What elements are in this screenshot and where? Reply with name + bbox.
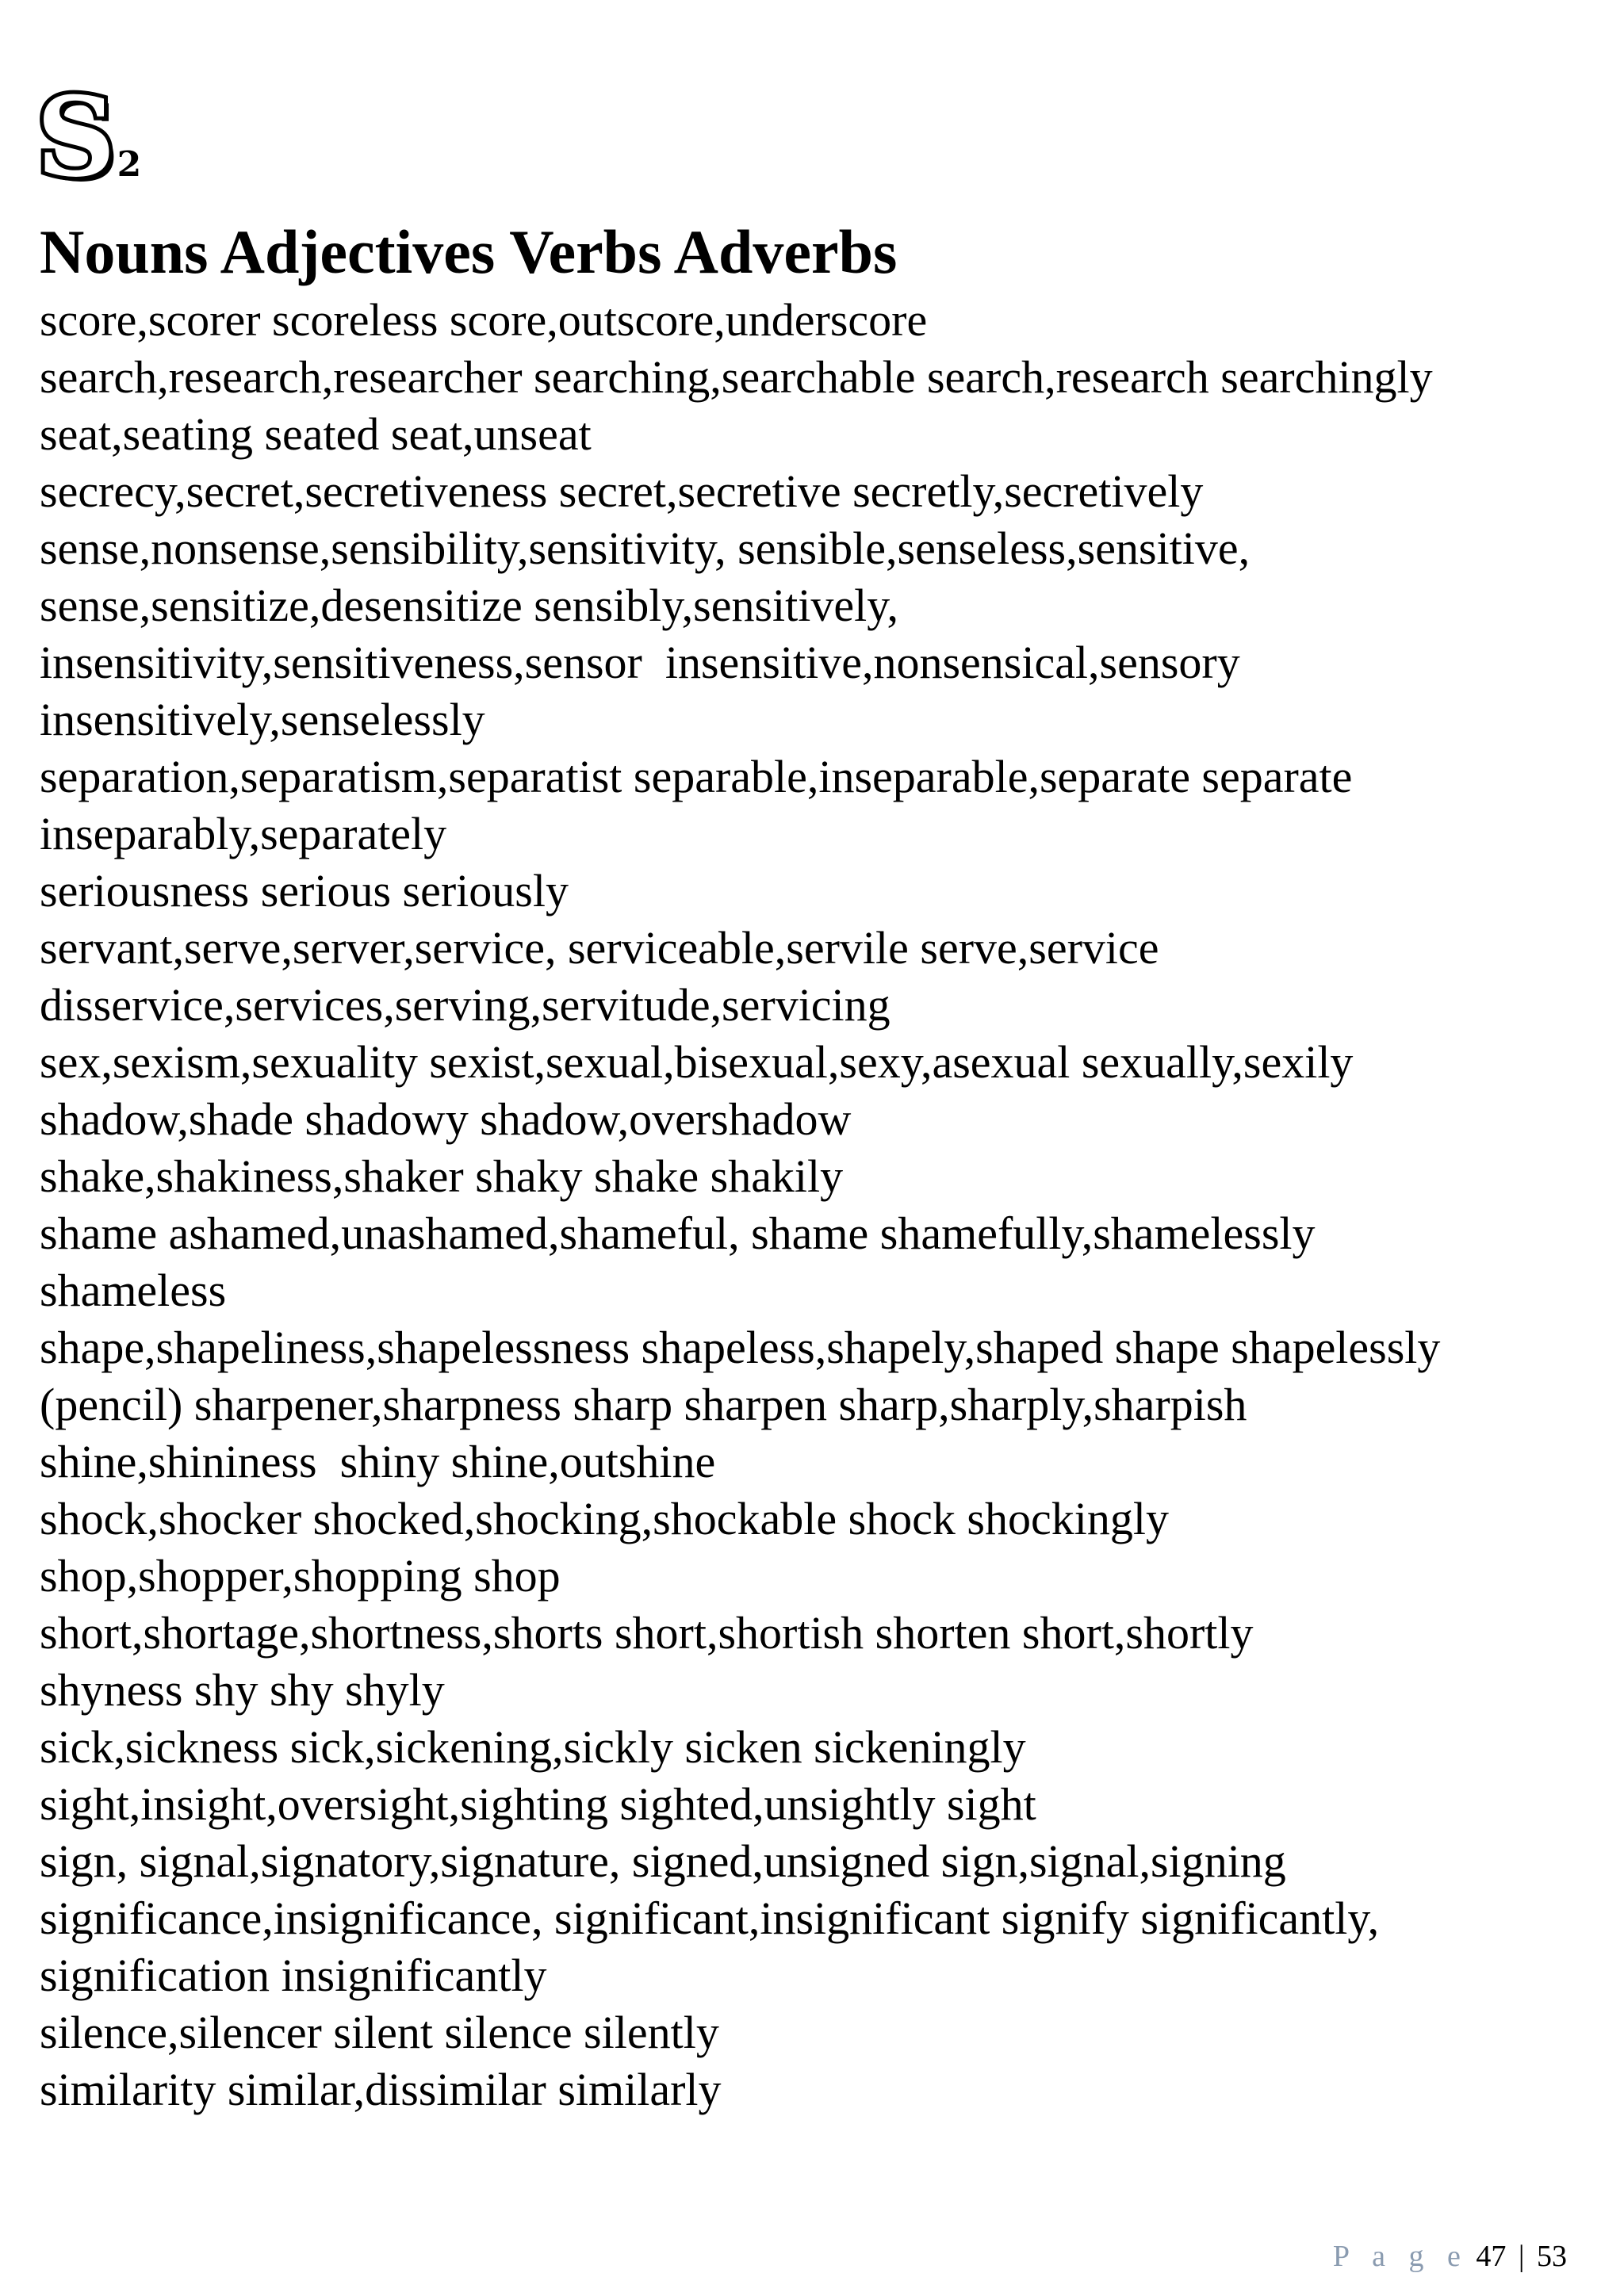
list-item: servant,serve,server,service, serviceable,servile serve,service bbox=[40, 922, 1159, 974]
list-item: shape,shapeliness,shapelessness shapeless,shapely,shaped shape shapelessly bbox=[40, 1322, 1441, 1373]
list-item: sign, signal,signatory,signature, signed,unsigned sign,signal,signing bbox=[40, 1835, 1286, 1887]
list-item: seat,seating seated seat,unseat bbox=[40, 408, 592, 460]
list-item: sense,sensitize,desensitize sensibly,sensitively, bbox=[40, 580, 898, 631]
section-letter-subscript: 2 bbox=[117, 144, 142, 185]
page-number: 47 bbox=[1476, 2240, 1507, 2273]
list-item: (pencil) sharpener,sharpness sharp sharpen sharp,sharply,sharpish bbox=[40, 1379, 1247, 1430]
page-separator: | bbox=[1518, 2240, 1525, 2273]
list-item: insensitively,senselessly bbox=[40, 694, 485, 745]
list-item: shock,shocker shocked,shocking,shockable shock shockingly bbox=[40, 1493, 1169, 1544]
list-item: similarity similar,dissimilar similarly bbox=[40, 2064, 722, 2115]
list-item: disservice,services,serving,servitude,servicing bbox=[40, 979, 891, 1031]
word-family-list bbox=[40, 292, 1440, 2118]
list-item: score,scorer scoreless score,outscore,underscore bbox=[40, 294, 928, 346]
list-item: search,research,researcher searching,searchable search,research searchingly bbox=[40, 351, 1433, 403]
list-item: separation,separatism,separatist separable,inseparable,separate separate bbox=[40, 751, 1353, 802]
list-item: short,shortage,shortness,shorts short,shortish shorten short,shortly bbox=[40, 1607, 1254, 1659]
list-item: inseparably,separately bbox=[40, 808, 447, 859]
page-footer bbox=[1333, 2239, 1567, 2274]
section-letter: S bbox=[36, 72, 116, 201]
list-item: shake,shakiness,shaker shaky shake shakily bbox=[40, 1150, 844, 1202]
list-item: shine,shininess shiny shine,outshine bbox=[40, 1436, 716, 1487]
page-total: 53 bbox=[1537, 2240, 1567, 2273]
list-item: significance,insignificance, significant,insignificant signify significantly, bbox=[40, 1892, 1380, 1944]
list-item: shop,shopper,shopping shop bbox=[40, 1550, 561, 1601]
list-item: sex,sexism,sexuality sexist,sexual,bisexual,sexy,asexual sexually,sexily bbox=[40, 1036, 1354, 1088]
list-item: sick,sickness sick,sickening,sickly sicken sickeningly bbox=[40, 1721, 1026, 1773]
list-item: signification insignificantly bbox=[40, 1950, 547, 2001]
page-label: P a g e bbox=[1332, 2240, 1469, 2273]
list-item: shyness shy shy shyly bbox=[40, 1664, 445, 1716]
list-item: seriousness serious seriously bbox=[40, 865, 569, 916]
list-item: sense,nonsense,sensibility,sensitivity, sensible,senseless,sensitive, bbox=[40, 522, 1251, 574]
list-item: shameless bbox=[40, 1265, 227, 1316]
list-item: shadow,shade shadowy shadow,overshadow bbox=[40, 1093, 852, 1145]
column-headings: Nouns Adjectives Verbs Adverbs bbox=[40, 217, 898, 286]
section-letter-mark bbox=[36, 72, 142, 201]
list-item: sight,insight,oversight,sighting sighted,unsightly sight bbox=[40, 1778, 1036, 1830]
list-item: secrecy,secret,secretiveness secret,secretive secretly,secretively bbox=[40, 465, 1204, 517]
list-item: insensitivity,sensitiveness,sensor insensitive,nonsensical,sensory bbox=[40, 637, 1240, 688]
list-item: silence,silencer silent silence silently bbox=[40, 2007, 719, 2058]
list-item: shame ashamed,unashamed,shameful, shame shamefully,shamelessly bbox=[40, 1207, 1316, 1259]
